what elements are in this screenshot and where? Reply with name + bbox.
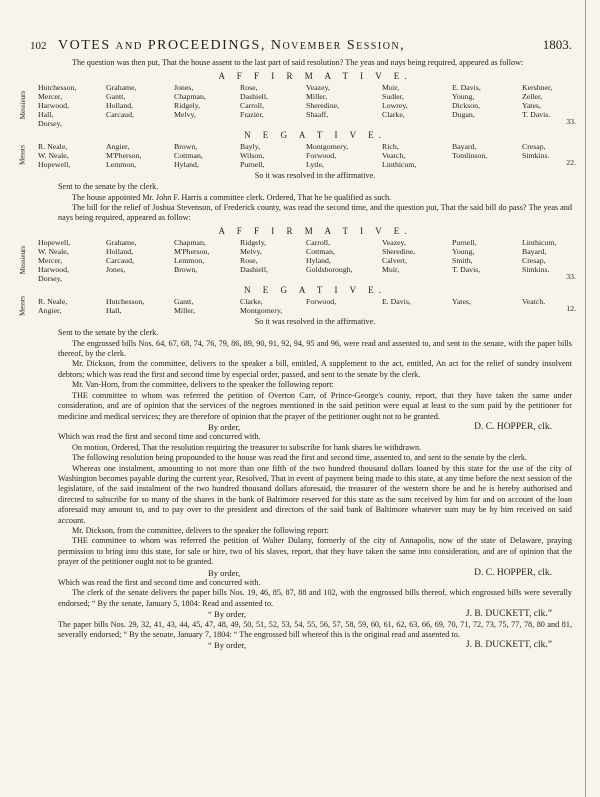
member-name: Lemmon, <box>174 255 205 265</box>
member-name: Chapman, <box>174 237 206 247</box>
vote-total: 33. <box>566 117 576 127</box>
member-name: Veazey, <box>382 237 406 247</box>
member-name: Young, <box>452 246 475 256</box>
member-name: Brown, <box>174 264 198 274</box>
vote-grid <box>38 297 572 315</box>
negative-heading: N E G A T I V E. <box>244 284 386 295</box>
member-name: M'Pherson, <box>106 150 142 160</box>
vote-total: 22. <box>566 158 576 168</box>
vote-column <box>174 83 240 128</box>
member-name: Dorsey, <box>38 273 62 283</box>
vote-column <box>522 142 600 169</box>
member-name: Muir, <box>382 264 400 274</box>
member-name: Cresap, <box>522 255 546 265</box>
affirmative-heading: A F F I R M A T I V E. <box>218 70 412 81</box>
vote-result: So it was resolved in the affirmative. <box>254 316 376 326</box>
member-name: Rose, <box>240 82 258 92</box>
paragraph: Sent to the senate by the clerk. <box>58 182 159 192</box>
page-number: 102 <box>30 40 47 52</box>
member-name: Rose, <box>240 255 258 265</box>
member-name: Yates, <box>452 296 471 306</box>
signature-block <box>58 568 572 578</box>
clerk-name: J. B. DUCKETT, clk.” <box>465 640 552 651</box>
member-name: Angier, <box>106 141 130 151</box>
vote-column <box>306 83 382 128</box>
member-name: Simkins. <box>522 264 550 274</box>
signature-block <box>58 640 572 650</box>
member-name: Gantt, <box>174 296 194 306</box>
by-order: By order, <box>208 567 241 578</box>
committee-report: THE committee to whom was referred the petition of Overton Carr, of Prince-George's county, report, that they have taken the same under consideration, and are of opinion that the services of the negroes mentioned in the said petition were equal at least to the sum paid by the petitioner for medicine and medical services; they are therefore of opinion that the prayer of the petitioner ought not to be granted. <box>58 390 572 421</box>
member-name: Goldsborough, <box>306 264 353 274</box>
member-name: Veazey, <box>306 82 330 92</box>
by-order: “ By order, <box>208 609 247 620</box>
vote-column <box>174 142 240 169</box>
member-name: Brown, <box>174 141 198 151</box>
member-name: Dashiell, <box>240 264 268 274</box>
member-name: Shaaff, <box>306 109 329 119</box>
vote-column <box>306 297 382 315</box>
member-name: Kershner, <box>522 82 553 92</box>
member-name: Carcaud, <box>106 109 134 119</box>
running-title: VOTES AND PROCEEDINGS, November Session, <box>58 38 406 53</box>
signature-block <box>58 422 572 432</box>
affirmative-heading: A F F I R M A T I V E. <box>218 225 412 236</box>
vote-result: So it was resolved in the affirmative. <box>254 170 376 180</box>
member-name: Dashiell, <box>240 91 268 101</box>
member-name: Jones, <box>106 264 126 274</box>
vote-total: 33. <box>566 272 576 282</box>
member-name: T. Davis, <box>452 264 481 274</box>
member-name: Melvy, <box>174 109 196 119</box>
paragraph: Mr. Dickson, from the committee, delivers to the speaker the following report: <box>72 525 329 535</box>
resolution: Whereas one instalment, amounting to not more than one fifth of the two hundred thousand dollars loaned by this state for the use of the city of Washington becomes payable during the current year, Resolved, That in event of payment being made to this state, at any time before the next session of the legislature, of the said instalment of the two hundred thousand dollars aforesaid, the treasurer of the western shore be and he is hereby authorised and directed to subscribe for so many of the shares in the bank of Baltimore reserved for this state as the sum received by him for and on account of the loan aforesaid may amount to, and to pay over to the president and directors of the said bank of Baltimore whatever sum may be by him received on said account. <box>58 463 572 525</box>
member-name: Mercer, <box>38 91 63 101</box>
vote-column <box>106 238 174 283</box>
member-name: Hutchesson, <box>38 82 77 92</box>
member-name: Forwood, <box>306 150 337 160</box>
vote-column <box>240 142 306 169</box>
member-name: Grahame, <box>106 82 137 92</box>
member-name: Carroll, <box>306 237 331 247</box>
member-name: Yates, <box>522 100 541 110</box>
member-name: Zeller, <box>522 91 543 101</box>
member-name: Simkins. <box>522 150 550 160</box>
by-order: By order, <box>208 421 241 432</box>
member-name: Frazier, <box>240 109 264 119</box>
member-name: Cresap, <box>522 141 546 151</box>
member-name: Hopewell, <box>38 237 71 247</box>
vote-column <box>106 83 174 128</box>
vote-total: 12. <box>566 304 576 314</box>
member-name: Sheredine, <box>382 246 416 256</box>
paragraph: On motion, Ordered, That the resolution requiring the treasurer to subscribe for bank shares be withdrawn. <box>72 442 422 452</box>
member-name: Veatch, <box>382 150 406 160</box>
member-name: Ridgely, <box>174 100 201 110</box>
member-name: Bayly, <box>240 141 261 151</box>
paragraph: The bill for the relief of Joshua Stevenson, of Frederick county, was read the second time, and the question put, That the said bill do pass? The yeas and nays being required, appeared as follow: <box>58 203 572 223</box>
vote-grid <box>38 142 572 169</box>
member-name: Sudler, <box>382 91 404 101</box>
vote-negative-list <box>18 295 576 316</box>
signature-block <box>58 609 572 619</box>
member-name: Bayard, <box>522 246 547 256</box>
vote-column <box>382 297 452 315</box>
member-name: Dugan, <box>452 109 475 119</box>
vote-column <box>382 238 452 283</box>
vote-column <box>382 142 452 169</box>
paragraph: The question was then put, That the house assent to the last part of said resolution? The yeas and nays being required, appeared as follow: <box>72 58 524 68</box>
vote-column <box>38 238 106 283</box>
member-name: M'Pherson, <box>174 246 210 256</box>
paragraph: Sent to the senate by the clerk. <box>58 328 159 338</box>
member-name: Gantt, <box>106 91 126 101</box>
member-name: Clarke, <box>382 109 405 119</box>
member-name: Linthicum, <box>522 237 557 247</box>
member-name: Lytle, <box>306 159 324 169</box>
paragraph: Mr. Dickson, from the committee, delivers to the speaker a bill, entitled, A supplement to the act, entitled, An act for the relief of sundry insolvent debtors; which was read the first and second time by especial order, passed, and sent to the senate by the clerk. <box>58 359 572 379</box>
running-header <box>30 37 572 53</box>
member-name: Miller, <box>174 305 196 315</box>
member-name: Tomlinson, <box>452 150 488 160</box>
committee-report: THE committee to whom was referred the petition of Walter Dulany, formerly of the city of Annapolis, now of the state of Delaware, praying permission to bring into this state, for sale or hire, two of his slaves, report, that they have taken the same into consideration, and are of opinion that the prayer of the petitioner ought not to be granted. <box>58 536 572 567</box>
vote-column <box>452 297 522 315</box>
member-name: Wilson, <box>240 150 265 160</box>
vote-column <box>174 238 240 283</box>
member-name: Hall, <box>106 305 122 315</box>
member-name: Bayard, <box>452 141 477 151</box>
member-name: Mercer, <box>38 255 63 265</box>
member-name: Miller, <box>306 91 328 101</box>
member-name: Clarke, <box>240 296 263 306</box>
vote-column <box>452 238 522 283</box>
member-name: Hyland, <box>174 159 199 169</box>
paragraph: Which was read the first and second time and concurred with. <box>58 578 261 587</box>
vote-grid <box>38 238 572 283</box>
member-name: T. Davis. <box>522 109 551 119</box>
member-name: Young, <box>452 91 475 101</box>
messrs-label: Messrs <box>18 295 27 316</box>
member-name: Angier, <box>38 305 62 315</box>
member-name: Harwood, <box>38 100 69 110</box>
paragraph: Mr. Van-Horn, from the committee, delivers to the speaker the following report: <box>72 380 334 390</box>
paragraph: The following resolution being propounded to the house was read the first and second time, assented to, and sent to the senate by the clerk. <box>72 453 527 463</box>
vote-column <box>306 142 382 169</box>
member-name: Jones, <box>174 82 194 92</box>
vote-column <box>522 297 600 315</box>
member-name: R. Neale, <box>38 141 68 151</box>
member-name: Holland, <box>106 100 134 110</box>
vote-column <box>38 297 106 315</box>
member-name: Montgomery, <box>306 141 349 151</box>
member-name: Lemmon, <box>106 159 137 169</box>
vote-column <box>240 297 306 315</box>
messrs-label: Messrs <box>18 145 27 166</box>
vote-column <box>240 238 306 283</box>
member-name: Hopewell, <box>38 159 71 169</box>
vote-column <box>106 297 174 315</box>
member-name: Grahame, <box>106 237 137 247</box>
member-name: Carroll, <box>240 100 265 110</box>
member-name: Harwood, <box>38 264 69 274</box>
member-name: Cottman, <box>174 150 203 160</box>
vote-column <box>306 238 382 283</box>
vote-column <box>174 297 240 315</box>
member-name: Purnell, <box>452 237 477 247</box>
vote-column <box>452 83 522 128</box>
member-name: Hyland, <box>306 255 331 265</box>
member-name: Ridgely, <box>240 237 267 247</box>
member-name: Lowrey, <box>382 100 408 110</box>
member-name: W. Neale, <box>38 150 69 160</box>
member-name: R. Neale, <box>38 296 68 306</box>
vote-column <box>38 83 106 128</box>
messieurs-label: Messieurs <box>18 91 27 120</box>
vote-column <box>382 83 452 128</box>
vote-negative-list <box>18 141 576 169</box>
member-name: Sheredine, <box>306 100 340 110</box>
negative-heading: N E G A T I V E. <box>244 129 386 140</box>
paragraph: The clerk of the senate delivers the paper bills Nos. 19, 46, 85, 87, 88 and 102, with the engrossed bills thereof, which engrossed bills were severally endorsed; “ By the senate, January 5, 1804: Read and assented to. <box>58 588 572 608</box>
messieurs-label: Messieurs <box>18 246 27 275</box>
member-name: Calvert, <box>382 255 407 265</box>
vote-column <box>522 238 600 283</box>
member-name: Linthicum, <box>382 159 417 169</box>
member-name: Rich, <box>382 141 399 151</box>
member-name: Carcaud, <box>106 255 134 265</box>
vote-column <box>522 83 600 128</box>
member-name: Cottman, <box>306 246 335 256</box>
member-name: Montgomery, <box>240 305 283 315</box>
member-name: E. Davis, <box>382 296 411 306</box>
member-name: Veatch. <box>522 296 546 306</box>
member-name: Muir, <box>382 82 400 92</box>
member-name: W. Neale, <box>38 246 69 256</box>
member-name: Dickson, <box>452 100 480 110</box>
clerk-name: D. C. HOPPER, clk. <box>474 567 552 578</box>
vote-column <box>106 142 174 169</box>
vote-affirmative-list <box>18 237 576 283</box>
vote-column <box>240 83 306 128</box>
vote-grid <box>38 83 572 128</box>
member-name: Forwood, <box>306 296 337 306</box>
member-name: Purnell, <box>240 159 265 169</box>
by-order: “ By order, <box>208 640 247 651</box>
paragraph: The house appointed Mr. John F. Harris a committee clerk. Ordered, That he be qualified as such. <box>72 192 392 202</box>
member-name: Chapman, <box>174 91 206 101</box>
clerk-name: J. B. DUCKETT, clk.” <box>465 609 552 620</box>
member-name: Dorsey, <box>38 118 62 128</box>
member-name: Smith, <box>452 255 473 265</box>
paragraph: The paper bills Nos. 29, 32, 41, 43, 44, 45, 47, 48, 49, 50, 51, 52, 53, 54, 55, 56, 57, 58, 59, 60, 61, 62, 63, 66, 69, 70, 71, 72, 73, 75, 77, 78, 80 and 81, severally endorsed; “ By the senate, January 7, 1804: “ The engrossed bill whereof this is the original read and assented to. <box>58 619 572 640</box>
vote-affirmative-list <box>18 82 576 128</box>
paragraph: The engrossed bills Nos. 64, 67, 68, 74, 76, 79, 86, 89, 90, 91, 92, 94, 95 and 96, were read and assented to, and sent to the senate, with the paper bills thereof, by the clerk. <box>58 338 572 359</box>
vote-column <box>452 142 522 169</box>
member-name: E. Davis, <box>452 82 481 92</box>
member-name: Hutchesson, <box>106 296 145 306</box>
paragraph: Which was read the first and second time and concurred with. <box>58 432 261 442</box>
clerk-name: D. C. HOPPER, clk. <box>474 421 552 432</box>
vote-column <box>38 142 106 169</box>
member-name: Hall, <box>38 109 54 119</box>
member-name: Melvy, <box>240 246 262 256</box>
member-name: Holland, <box>106 246 134 256</box>
session-year: 1803. <box>542 37 572 52</box>
